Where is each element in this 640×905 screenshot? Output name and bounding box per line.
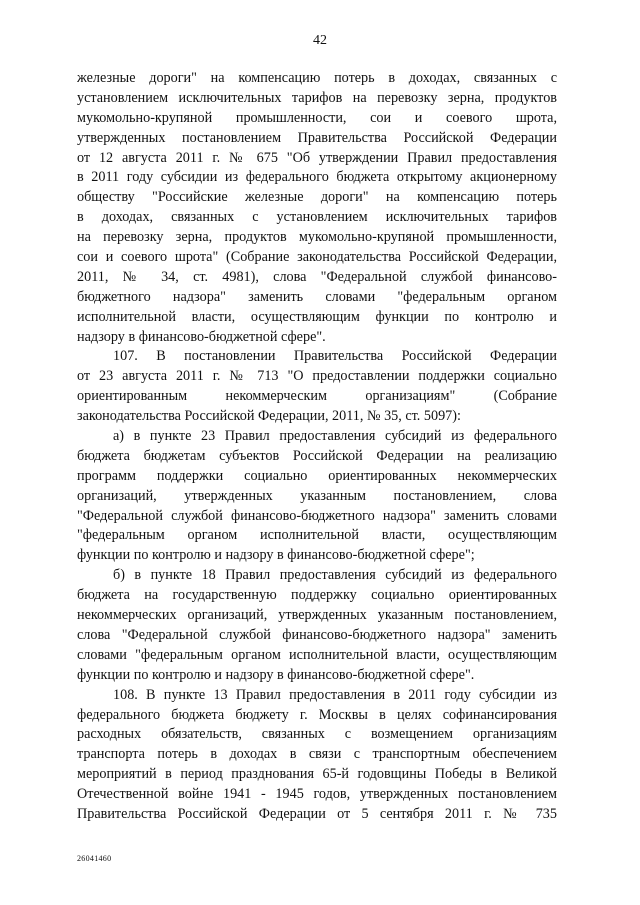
text-line: в 2011 году субсидии из федерального бюджета открытому акционерному bbox=[77, 169, 557, 186]
text-line: мукомольно-крупяной промышленности, сои и соевого шрота, bbox=[77, 109, 557, 126]
text-line: утвержденных постановлением Правительства Российской Федерации bbox=[77, 129, 557, 146]
text-line: некоммерческих организаций, утвержденных указанным постановлением, bbox=[77, 607, 557, 624]
page-number: 42 bbox=[313, 33, 327, 48]
text-line: законодательства Российской Федерации, 2011, № 35, ст. 5097): bbox=[77, 408, 461, 425]
text-line: в доходах, связанных с установлением исключительных тарифов bbox=[77, 209, 557, 226]
document-code: 26041460 bbox=[77, 854, 112, 863]
text-line: б) в пункте 18 Правил предоставления субсидий из федерального bbox=[113, 567, 557, 584]
text-line: бюджетного надзора" заменить словами "федеральным органом bbox=[77, 288, 557, 305]
text-line: мероприятий в период празднования 65-й годовщины Победы в Великой bbox=[77, 766, 557, 783]
text-line: бюджета бюджетам субъектов Российской Федерации на реализацию bbox=[77, 447, 557, 464]
text-line: функции по контролю и надзору в финансово-бюджетной сфере"; bbox=[77, 547, 475, 564]
text-line: а) в пункте 23 Правил предоставления субсидий из федерального bbox=[113, 428, 557, 445]
text-line: словами "федеральным органом исполнительной власти, осуществляющим bbox=[77, 646, 557, 663]
text-line: слова "Федеральной службой финансово-бюджетного надзора" заменить bbox=[77, 626, 557, 643]
text-line: от 23 августа 2011 г. № 713 "О предоставлении поддержки социально bbox=[77, 368, 557, 385]
document-body bbox=[77, 69, 557, 825]
text-line: 107. В постановлении Правительства Российской Федерации bbox=[113, 348, 557, 365]
text-line: железные дороги" на компенсацию потерь в доходах, связанных с bbox=[77, 70, 557, 86]
text-line: установлением исключительных тарифов на перевозку зерна, продуктов bbox=[77, 89, 557, 106]
text-line: расходных обязательств, связанных с возмещением организациям bbox=[77, 726, 557, 743]
text-line: "федеральным органом исполнительной власти, осуществляющим bbox=[77, 527, 557, 544]
text-line: надзору в финансово-бюджетной сфере". bbox=[77, 328, 326, 345]
text-line: на перевозку зерна, продуктов мукомольно-крупяной промышленности, bbox=[77, 229, 557, 246]
text-line: организаций, утвержденных указанным постановлением, слова bbox=[77, 487, 557, 504]
text-line: от 12 августа 2011 г. № 675 "Об утверждении Правил предоставления bbox=[77, 149, 557, 166]
text-line: Отечественной войне 1941 - 1945 годов, утвержденных постановлением bbox=[77, 786, 557, 803]
text-line: транспорта потерь в доходах в связи с транспортным обеспечением bbox=[77, 746, 557, 763]
text-line: сои и соевого шрота" (Собрание законодательства Российской Федерации, bbox=[77, 249, 557, 266]
text-line: 2011, № 34, ст. 4981), слова "Федеральной службой финансово- bbox=[77, 268, 557, 285]
text-line: ориентированным некоммерческим организациям" (Собрание bbox=[77, 388, 557, 405]
text-line: Правительства Российской Федерации от 5 сентября 2011 г. № 735 bbox=[77, 805, 557, 822]
text-line: исполнительной власти, осуществляющим функции по контролю и bbox=[77, 308, 557, 325]
text-line: "Федеральной службой финансово-бюджетного надзора" заменить словами bbox=[77, 507, 557, 524]
text-line: 108. В пункте 13 Правил предоставления в 2011 году субсидии из bbox=[113, 686, 557, 703]
text-line: обществу "Российские железные дороги" на компенсацию потерь bbox=[77, 189, 557, 206]
text-line: программ поддержки социально ориентированных некоммерческих bbox=[77, 467, 557, 484]
text-line: бюджета на государственную поддержку социально ориентированных bbox=[77, 587, 557, 604]
text-line: функции по контролю и надзору в финансово-бюджетной сфере". bbox=[77, 666, 475, 683]
text-line: федерального бюджета бюджету г. Москвы в целях софинансирования bbox=[77, 706, 557, 723]
